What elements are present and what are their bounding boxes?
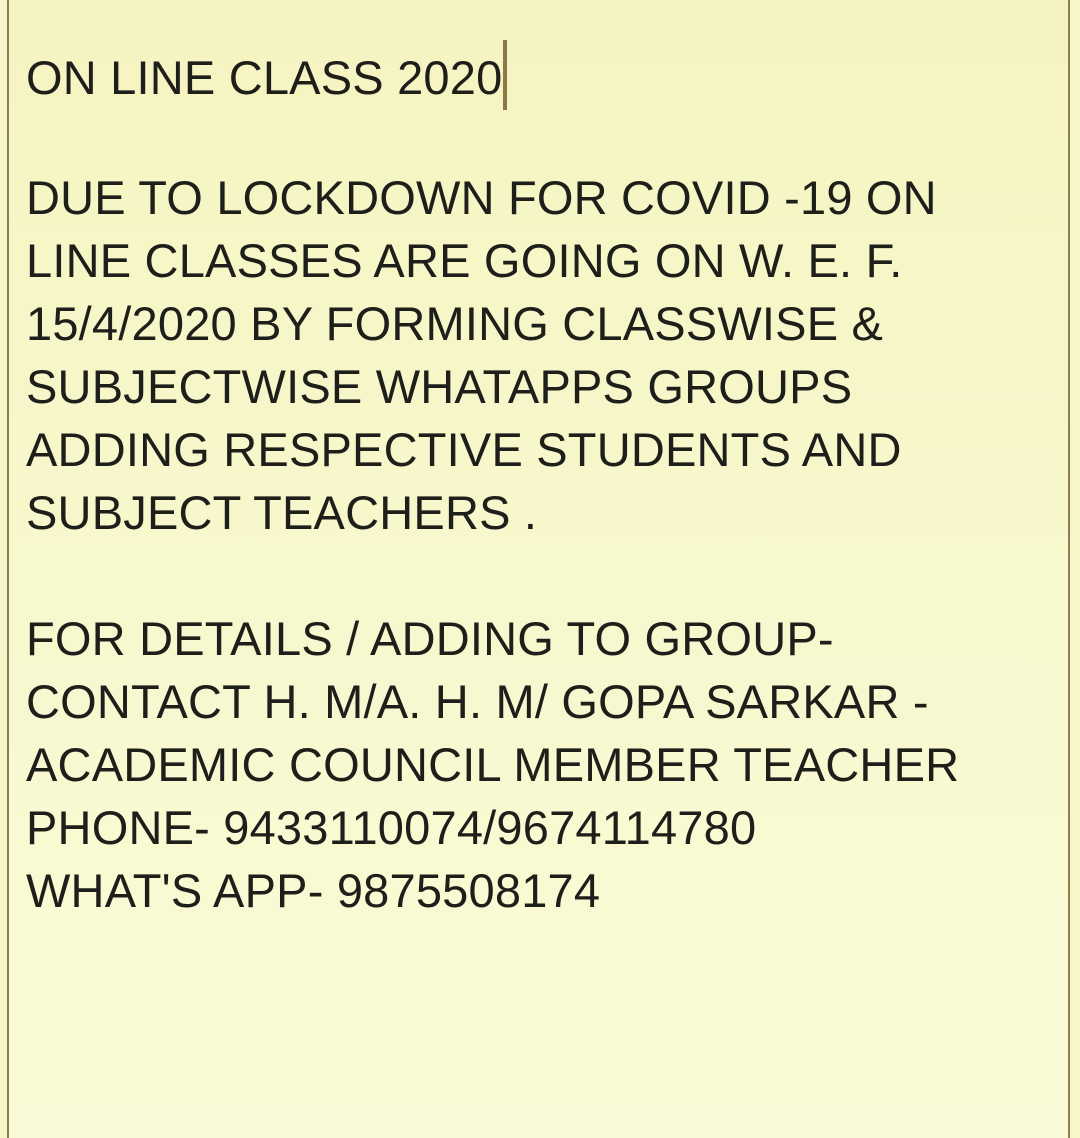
paragraph1-line: 15/4/2020 BY FORMING CLASSWISE & bbox=[26, 297, 884, 350]
note-title: ON LINE CLASS 2020 bbox=[26, 51, 503, 104]
paragraph2-line: CONTACT H. M/A. H. M/ GOPA SARKAR - bbox=[26, 675, 929, 728]
blank-line bbox=[26, 103, 1056, 166]
paragraph1-line: ADDING RESPECTIVE STUDENTS AND bbox=[26, 423, 902, 476]
paragraph1-line: SUBJECTWISE WHATAPPS GROUPS bbox=[26, 360, 853, 413]
note-title-line bbox=[26, 40, 1056, 103]
text-cursor bbox=[503, 40, 507, 110]
note-text-area[interactable] bbox=[26, 40, 1056, 922]
note-editor[interactable] bbox=[7, 0, 1070, 1138]
paragraph1-line: SUBJECT TEACHERS . bbox=[26, 486, 538, 539]
paragraph2-line: FOR DETAILS / ADDING TO GROUP- bbox=[26, 612, 834, 665]
paragraph1-line: LINE CLASSES ARE GOING ON W. E. F. bbox=[26, 234, 903, 287]
paragraph1-line: DUE TO LOCKDOWN FOR COVID -19 ON bbox=[26, 171, 937, 224]
paragraph2-line: WHAT'S APP- 9875508174 bbox=[26, 864, 601, 917]
paragraph2-line: PHONE- 9433110074/9674114780 bbox=[26, 801, 757, 854]
blank-line bbox=[26, 544, 1056, 607]
paragraph2-line: ACADEMIC COUNCIL MEMBER TEACHER bbox=[26, 738, 960, 791]
